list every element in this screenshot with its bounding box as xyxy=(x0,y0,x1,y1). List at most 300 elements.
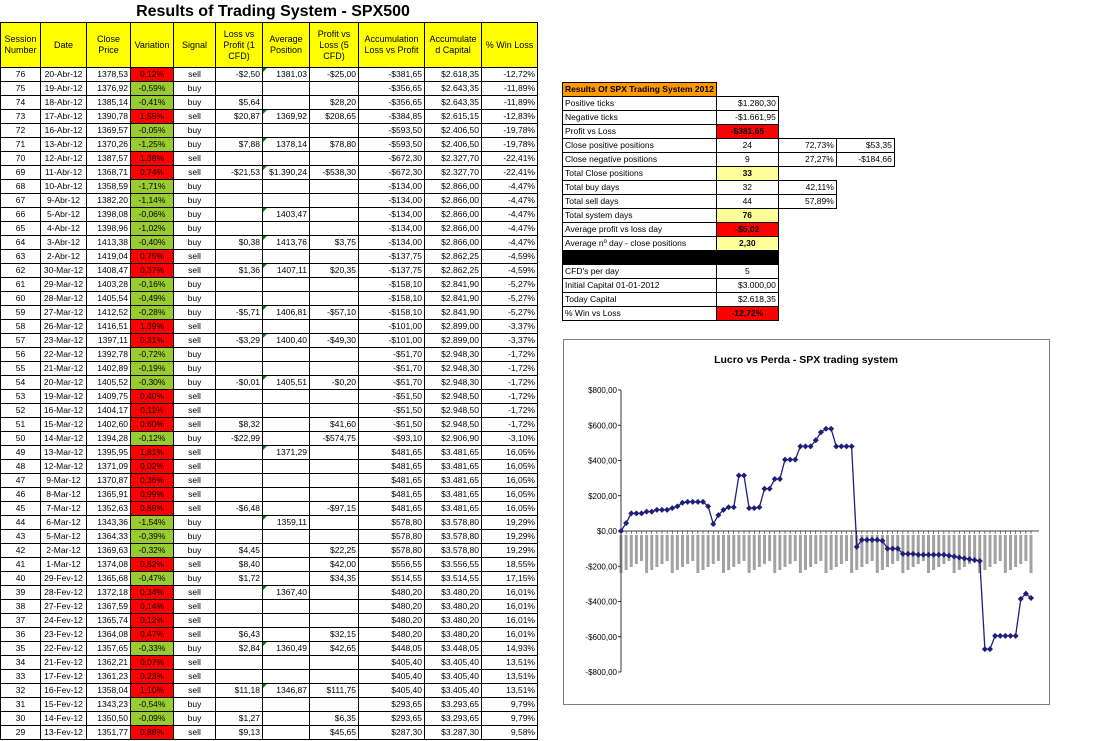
table-cell[interactable]: -4,47% xyxy=(482,194,538,208)
summary-value[interactable]: $3.000,00 xyxy=(716,279,778,293)
table-cell[interactable]: 1408,47 xyxy=(87,264,131,278)
table-cell[interactable]: 1,55% xyxy=(131,110,174,124)
table-cell[interactable]: $2.899,00 xyxy=(425,320,482,334)
summary-value[interactable] xyxy=(778,237,836,251)
table-cell[interactable] xyxy=(216,348,263,362)
table-cell[interactable]: -5,27% xyxy=(482,306,538,320)
table-cell[interactable]: 1365,68 xyxy=(87,572,131,586)
table-cell[interactable]: -0,49% xyxy=(131,292,174,306)
table-cell[interactable]: $3.293,65 xyxy=(425,712,482,726)
table-cell[interactable]: $2.866,00 xyxy=(425,222,482,236)
table-cell[interactable] xyxy=(216,222,263,236)
table-cell[interactable]: $32,15 xyxy=(310,628,359,642)
table-cell[interactable]: -3,37% xyxy=(482,334,538,348)
column-header[interactable]: Signal xyxy=(174,23,216,68)
table-cell[interactable]: $2.643,35 xyxy=(425,82,482,96)
table-cell[interactable]: 0,23% xyxy=(131,670,174,684)
table-cell[interactable]: buy xyxy=(174,236,216,250)
summary-label[interactable]: Initial Capital 01-01-2012 xyxy=(563,279,717,293)
summary-value[interactable] xyxy=(836,111,894,125)
table-cell[interactable]: 0,62% xyxy=(131,558,174,572)
table-cell[interactable]: $405,40 xyxy=(359,670,425,684)
table-cell[interactable]: -0,19% xyxy=(131,362,174,376)
table-cell[interactable]: $481,65 xyxy=(359,446,425,460)
summary-value[interactable] xyxy=(716,251,778,265)
table-cell[interactable]: $2.866,00 xyxy=(425,208,482,222)
table-cell[interactable]: 10-Abr-12 xyxy=(41,180,87,194)
summary-value[interactable] xyxy=(836,223,894,237)
table-cell[interactable]: $2.948,30 xyxy=(425,376,482,390)
table-cell[interactable]: 1357,65 xyxy=(87,642,131,656)
table-cell[interactable]: 31 xyxy=(1,698,41,712)
table-cell[interactable]: 60 xyxy=(1,292,41,306)
table-cell[interactable]: 1406,81 xyxy=(263,306,310,320)
table-cell[interactable]: -$356,65 xyxy=(359,82,425,96)
table-cell[interactable]: $2.948,50 xyxy=(425,418,482,432)
table-cell[interactable]: 0,88% xyxy=(131,726,174,740)
table-cell[interactable]: $3.481,65 xyxy=(425,460,482,474)
table-cell[interactable]: 16,05% xyxy=(482,460,538,474)
table-cell[interactable]: sell xyxy=(174,320,216,334)
table-cell[interactable] xyxy=(263,474,310,488)
table-cell[interactable] xyxy=(216,614,263,628)
table-cell[interactable]: -22,41% xyxy=(482,166,538,180)
table-cell[interactable]: -19,78% xyxy=(482,138,538,152)
table-cell[interactable]: 1405,54 xyxy=(87,292,131,306)
table-cell[interactable]: $2.615,15 xyxy=(425,110,482,124)
table-cell[interactable]: $208,65 xyxy=(310,110,359,124)
table-cell[interactable]: 1416,51 xyxy=(87,320,131,334)
table-cell[interactable]: $3.480,20 xyxy=(425,586,482,600)
table-cell[interactable] xyxy=(310,250,359,264)
summary-label[interactable]: Average profit vs loss day xyxy=(563,223,717,237)
table-cell[interactable] xyxy=(310,180,359,194)
table-cell[interactable]: $293,65 xyxy=(359,698,425,712)
table-cell[interactable]: sell xyxy=(174,474,216,488)
table-cell[interactable]: $2.841,90 xyxy=(425,292,482,306)
table-cell[interactable]: 0,12% xyxy=(131,614,174,628)
summary-value[interactable] xyxy=(836,293,894,307)
table-cell[interactable]: $5,64 xyxy=(216,96,263,110)
table-cell[interactable]: 7-Mar-12 xyxy=(41,502,87,516)
table-cell[interactable] xyxy=(310,292,359,306)
table-cell[interactable] xyxy=(263,320,310,334)
table-cell[interactable]: 33 xyxy=(1,670,41,684)
table-cell[interactable]: 1367,59 xyxy=(87,600,131,614)
summary-value[interactable] xyxy=(836,125,894,139)
table-cell[interactable]: buy xyxy=(174,348,216,362)
table-cell[interactable]: 5-Abr-12 xyxy=(41,208,87,222)
table-cell[interactable]: 1381,03 xyxy=(263,68,310,82)
table-cell[interactable]: $9,13 xyxy=(216,726,263,740)
table-cell[interactable]: $3.481,65 xyxy=(425,474,482,488)
table-cell[interactable]: 1358,04 xyxy=(87,684,131,698)
table-cell[interactable]: 71 xyxy=(1,138,41,152)
table-cell[interactable] xyxy=(310,460,359,474)
table-cell[interactable]: -$381,65 xyxy=(359,68,425,82)
table-cell[interactable]: -1,25% xyxy=(131,138,174,152)
summary-value[interactable] xyxy=(778,167,836,181)
table-cell[interactable]: 29-Fev-12 xyxy=(41,572,87,586)
table-cell[interactable]: -3,10% xyxy=(482,432,538,446)
table-cell[interactable]: $3.578,80 xyxy=(425,516,482,530)
table-cell[interactable]: $2.841,90 xyxy=(425,306,482,320)
table-cell[interactable]: -$51,50 xyxy=(359,418,425,432)
table-cell[interactable] xyxy=(216,278,263,292)
table-cell[interactable]: $3.514,55 xyxy=(425,572,482,586)
table-cell[interactable]: 44 xyxy=(1,516,41,530)
table-cell[interactable] xyxy=(263,432,310,446)
table-cell[interactable]: 0,36% xyxy=(131,474,174,488)
summary-value[interactable]: 27,27% xyxy=(778,153,836,167)
table-cell[interactable]: -$134,00 xyxy=(359,208,425,222)
table-cell[interactable]: 0,74% xyxy=(131,166,174,180)
table-cell[interactable]: 1402,89 xyxy=(87,362,131,376)
table-cell[interactable]: -$25,00 xyxy=(310,68,359,82)
table-cell[interactable]: $2.862,25 xyxy=(425,264,482,278)
column-header[interactable]: Close Price xyxy=(87,23,131,68)
table-cell[interactable] xyxy=(310,194,359,208)
table-cell[interactable]: 1358,59 xyxy=(87,180,131,194)
table-cell[interactable]: -4,47% xyxy=(482,208,538,222)
table-cell[interactable]: $2.866,00 xyxy=(425,194,482,208)
table-cell[interactable]: -0,72% xyxy=(131,348,174,362)
table-cell[interactable]: 67 xyxy=(1,194,41,208)
table-cell[interactable]: sell xyxy=(174,586,216,600)
table-cell[interactable]: 53 xyxy=(1,390,41,404)
table-cell[interactable]: 19-Abr-12 xyxy=(41,82,87,96)
table-cell[interactable]: 1403,47 xyxy=(263,208,310,222)
table-cell[interactable]: -0,16% xyxy=(131,278,174,292)
table-cell[interactable]: 32 xyxy=(1,684,41,698)
table-cell[interactable]: 47 xyxy=(1,474,41,488)
table-cell[interactable]: 21-Mar-12 xyxy=(41,362,87,376)
table-cell[interactable]: 1343,23 xyxy=(87,698,131,712)
table-cell[interactable]: 0,60% xyxy=(131,418,174,432)
table-cell[interactable]: -1,72% xyxy=(482,348,538,362)
table-cell[interactable] xyxy=(263,572,310,586)
table-cell[interactable]: -$158,10 xyxy=(359,278,425,292)
table-cell[interactable]: -$672,30 xyxy=(359,152,425,166)
table-cell[interactable]: 36 xyxy=(1,628,41,642)
table-cell[interactable]: -0,30% xyxy=(131,376,174,390)
table-cell[interactable]: 22-Mar-12 xyxy=(41,348,87,362)
table-cell[interactable]: sell xyxy=(174,726,216,740)
table-cell[interactable]: $480,20 xyxy=(359,614,425,628)
table-cell[interactable]: -0,54% xyxy=(131,698,174,712)
table-cell[interactable]: -$137,75 xyxy=(359,264,425,278)
table-cell[interactable]: 19,29% xyxy=(482,530,538,544)
table-cell[interactable]: 14,93% xyxy=(482,642,538,656)
summary-label[interactable] xyxy=(563,251,717,265)
table-cell[interactable]: 50 xyxy=(1,432,41,446)
table-cell[interactable]: 1403,28 xyxy=(87,278,131,292)
table-cell[interactable]: $481,65 xyxy=(359,488,425,502)
table-cell[interactable]: $3.481,65 xyxy=(425,502,482,516)
summary-label[interactable]: Positive ticks xyxy=(563,97,717,111)
table-cell[interactable]: buy xyxy=(174,306,216,320)
summary-label[interactable]: CFD's per day xyxy=(563,265,717,279)
table-cell[interactable]: buy xyxy=(174,530,216,544)
table-cell[interactable]: $3.293,65 xyxy=(425,698,482,712)
table-cell[interactable] xyxy=(310,600,359,614)
table-cell[interactable]: 1364,08 xyxy=(87,628,131,642)
table-cell[interactable]: 1372,18 xyxy=(87,586,131,600)
table-cell[interactable]: $3.448,05 xyxy=(425,642,482,656)
table-cell[interactable]: 0,37% xyxy=(131,264,174,278)
summary-label[interactable]: Profit vs Loss xyxy=(563,125,717,139)
table-cell[interactable]: $22,25 xyxy=(310,544,359,558)
table-cell[interactable]: -$3,29 xyxy=(216,334,263,348)
table-cell[interactable]: $293,65 xyxy=(359,712,425,726)
table-cell[interactable] xyxy=(263,278,310,292)
table-cell[interactable]: $28,20 xyxy=(310,96,359,110)
table-cell[interactable]: -1,72% xyxy=(482,376,538,390)
table-cell[interactable] xyxy=(216,390,263,404)
table-cell[interactable]: 52 xyxy=(1,404,41,418)
table-cell[interactable]: $3.480,20 xyxy=(425,614,482,628)
table-cell[interactable]: $2,84 xyxy=(216,642,263,656)
table-cell[interactable] xyxy=(216,362,263,376)
table-cell[interactable]: sell xyxy=(174,68,216,82)
table-cell[interactable]: $1.390,24 xyxy=(263,166,310,180)
table-cell[interactable]: $78,80 xyxy=(310,138,359,152)
summary-value[interactable]: -$381,65 xyxy=(716,125,778,139)
table-cell[interactable]: 8-Mar-12 xyxy=(41,488,87,502)
table-cell[interactable]: 40 xyxy=(1,572,41,586)
table-cell[interactable]: 1392,78 xyxy=(87,348,131,362)
table-cell[interactable]: 66 xyxy=(1,208,41,222)
table-cell[interactable]: 64 xyxy=(1,236,41,250)
table-cell[interactable] xyxy=(263,362,310,376)
table-cell[interactable]: 30 xyxy=(1,712,41,726)
summary-value[interactable]: 72,73% xyxy=(778,139,836,153)
table-cell[interactable]: $481,65 xyxy=(359,502,425,516)
table-cell[interactable]: 1371,29 xyxy=(263,446,310,460)
table-cell[interactable]: 61 xyxy=(1,278,41,292)
summary-value[interactable]: 24 xyxy=(716,139,778,153)
table-cell[interactable]: -$538,30 xyxy=(310,166,359,180)
summary-value[interactable] xyxy=(836,209,894,223)
column-header[interactable]: Loss vs Profit (1 CFD) xyxy=(216,23,263,68)
table-cell[interactable] xyxy=(310,390,359,404)
table-cell[interactable]: 23-Fev-12 xyxy=(41,628,87,642)
table-cell[interactable]: sell xyxy=(174,614,216,628)
table-cell[interactable]: 16,05% xyxy=(482,502,538,516)
table-cell[interactable]: $6,35 xyxy=(310,712,359,726)
table-cell[interactable]: 3-Abr-12 xyxy=(41,236,87,250)
table-cell[interactable]: 0,02% xyxy=(131,460,174,474)
table-cell[interactable]: -$593,50 xyxy=(359,124,425,138)
table-cell[interactable]: 1365,74 xyxy=(87,614,131,628)
table-cell[interactable] xyxy=(216,656,263,670)
table-cell[interactable]: 27-Fev-12 xyxy=(41,600,87,614)
table-cell[interactable]: 29 xyxy=(1,726,41,740)
table-cell[interactable]: 1404,17 xyxy=(87,404,131,418)
table-cell[interactable]: $2.862,25 xyxy=(425,250,482,264)
table-cell[interactable]: 1369,63 xyxy=(87,544,131,558)
table-cell[interactable]: -4,47% xyxy=(482,180,538,194)
table-cell[interactable]: buy xyxy=(174,516,216,530)
table-cell[interactable]: 1398,96 xyxy=(87,222,131,236)
table-cell[interactable]: 26-Mar-12 xyxy=(41,320,87,334)
table-cell[interactable] xyxy=(263,404,310,418)
table-cell[interactable]: buy xyxy=(174,222,216,236)
table-cell[interactable]: $480,20 xyxy=(359,600,425,614)
table-cell[interactable]: buy xyxy=(174,292,216,306)
table-cell[interactable]: sell xyxy=(174,418,216,432)
table-cell[interactable]: buy xyxy=(174,712,216,726)
table-cell[interactable] xyxy=(216,698,263,712)
table-cell[interactable]: buy xyxy=(174,376,216,390)
table-cell[interactable]: 1394,28 xyxy=(87,432,131,446)
table-cell[interactable]: 63 xyxy=(1,250,41,264)
summary-value[interactable]: $2.618,35 xyxy=(716,293,778,307)
table-cell[interactable] xyxy=(216,194,263,208)
table-cell[interactable] xyxy=(216,530,263,544)
table-cell[interactable]: 1413,76 xyxy=(263,236,310,250)
table-cell[interactable]: 73 xyxy=(1,110,41,124)
table-cell[interactable]: 38 xyxy=(1,600,41,614)
table-cell[interactable]: buy xyxy=(174,82,216,96)
table-cell[interactable]: -0,59% xyxy=(131,82,174,96)
table-cell[interactable] xyxy=(263,544,310,558)
table-cell[interactable]: 28-Mar-12 xyxy=(41,292,87,306)
table-cell[interactable]: $2.899,00 xyxy=(425,334,482,348)
table-cell[interactable]: 1-Mar-12 xyxy=(41,558,87,572)
table-cell[interactable]: sell xyxy=(174,264,216,278)
table-cell[interactable]: 35 xyxy=(1,642,41,656)
summary-label[interactable]: Close negative positions xyxy=(563,153,717,167)
table-cell[interactable]: -0,40% xyxy=(131,236,174,250)
table-cell[interactable] xyxy=(216,600,263,614)
table-cell[interactable] xyxy=(263,250,310,264)
table-cell[interactable]: 1367,40 xyxy=(263,586,310,600)
table-cell[interactable]: $20,35 xyxy=(310,264,359,278)
table-cell[interactable]: 12-Abr-12 xyxy=(41,152,87,166)
table-cell[interactable] xyxy=(216,670,263,684)
table-cell[interactable]: 0,12% xyxy=(131,68,174,82)
table-cell[interactable]: $556,55 xyxy=(359,558,425,572)
table-cell[interactable]: 16,05% xyxy=(482,446,538,460)
table-cell[interactable]: 20-Mar-12 xyxy=(41,376,87,390)
summary-value[interactable]: -12,72% xyxy=(716,307,778,321)
table-cell[interactable]: -$51,50 xyxy=(359,390,425,404)
table-cell[interactable]: buy xyxy=(174,698,216,712)
summary-value[interactable] xyxy=(836,195,894,209)
table-cell[interactable] xyxy=(263,656,310,670)
table-cell[interactable]: 23-Mar-12 xyxy=(41,334,87,348)
table-cell[interactable]: 9-Mar-12 xyxy=(41,474,87,488)
table-cell[interactable]: 14-Fev-12 xyxy=(41,712,87,726)
table-cell[interactable]: 54 xyxy=(1,376,41,390)
table-cell[interactable] xyxy=(310,320,359,334)
table-cell[interactable]: $34,35 xyxy=(310,572,359,586)
table-cell[interactable]: 74 xyxy=(1,96,41,110)
table-cell[interactable]: 1364,33 xyxy=(87,530,131,544)
table-cell[interactable]: 1378,14 xyxy=(263,138,310,152)
table-cell[interactable]: -$5,71 xyxy=(216,306,263,320)
table-cell[interactable] xyxy=(310,614,359,628)
table-cell[interactable]: $2.406,50 xyxy=(425,124,482,138)
table-cell[interactable] xyxy=(216,460,263,474)
table-cell[interactable]: 1343,36 xyxy=(87,516,131,530)
table-cell[interactable] xyxy=(310,348,359,362)
table-cell[interactable] xyxy=(310,222,359,236)
table-cell[interactable]: $3.287,30 xyxy=(425,726,482,740)
profit-loss-chart[interactable] xyxy=(563,339,1050,705)
table-cell[interactable]: 0,40% xyxy=(131,390,174,404)
table-cell[interactable]: 1405,52 xyxy=(87,376,131,390)
table-cell[interactable]: -1,02% xyxy=(131,222,174,236)
table-cell[interactable]: -0,05% xyxy=(131,124,174,138)
summary-value[interactable] xyxy=(778,223,836,237)
table-cell[interactable]: 17-Abr-12 xyxy=(41,110,87,124)
table-cell[interactable]: $7,88 xyxy=(216,138,263,152)
table-cell[interactable]: $3.578,80 xyxy=(425,544,482,558)
table-cell[interactable]: $514,55 xyxy=(359,572,425,586)
table-cell[interactable] xyxy=(310,124,359,138)
table-cell[interactable]: 13,51% xyxy=(482,684,538,698)
table-cell[interactable]: $1,36 xyxy=(216,264,263,278)
summary-value[interactable] xyxy=(836,307,894,321)
summary-value[interactable]: $1.280,30 xyxy=(716,97,778,111)
table-cell[interactable]: 0,11% xyxy=(131,404,174,418)
table-cell[interactable]: 0,99% xyxy=(131,488,174,502)
table-cell[interactable] xyxy=(216,488,263,502)
table-cell[interactable]: $0,38 xyxy=(216,236,263,250)
table-cell[interactable] xyxy=(263,194,310,208)
table-cell[interactable]: $42,65 xyxy=(310,642,359,656)
table-cell[interactable]: 1350,50 xyxy=(87,712,131,726)
table-cell[interactable]: 1409,75 xyxy=(87,390,131,404)
table-cell[interactable]: sell xyxy=(174,600,216,614)
table-cell[interactable]: $3,75 xyxy=(310,236,359,250)
table-cell[interactable]: $480,20 xyxy=(359,586,425,600)
table-cell[interactable]: $8,32 xyxy=(216,418,263,432)
table-cell[interactable]: $287,30 xyxy=(359,726,425,740)
table-cell[interactable]: $3.556,55 xyxy=(425,558,482,572)
table-cell[interactable]: 28-Fev-12 xyxy=(41,586,87,600)
summary-label[interactable]: % Win vs Loss xyxy=(563,307,717,321)
column-header[interactable]: Accumulate d Capital xyxy=(425,23,482,68)
summary-label[interactable]: Average nº day - close positions xyxy=(563,237,717,251)
table-cell[interactable]: -0,06% xyxy=(131,208,174,222)
table-cell[interactable]: -$51,70 xyxy=(359,348,425,362)
table-cell[interactable]: $3.578,80 xyxy=(425,530,482,544)
table-cell[interactable] xyxy=(263,558,310,572)
summary-value[interactable] xyxy=(778,265,836,279)
table-cell[interactable]: -$51,70 xyxy=(359,362,425,376)
table-cell[interactable]: -3,37% xyxy=(482,320,538,334)
table-cell[interactable]: 0,47% xyxy=(131,628,174,642)
table-cell[interactable]: -$97,15 xyxy=(310,502,359,516)
table-cell[interactable]: buy xyxy=(174,278,216,292)
table-cell[interactable]: 0,34% xyxy=(131,586,174,600)
table-cell[interactable]: 29-Mar-12 xyxy=(41,278,87,292)
column-header[interactable]: Variation xyxy=(131,23,174,68)
table-cell[interactable]: $578,80 xyxy=(359,544,425,558)
table-cell[interactable]: 41 xyxy=(1,558,41,572)
table-cell[interactable] xyxy=(310,404,359,418)
column-header[interactable]: Date xyxy=(41,23,87,68)
table-cell[interactable]: -$137,75 xyxy=(359,250,425,264)
table-cell[interactable]: buy xyxy=(174,96,216,110)
table-cell[interactable]: -$574,75 xyxy=(310,432,359,446)
table-cell[interactable]: 17-Fev-12 xyxy=(41,670,87,684)
table-cell[interactable] xyxy=(263,222,310,236)
table-cell[interactable]: 0,69% xyxy=(131,502,174,516)
